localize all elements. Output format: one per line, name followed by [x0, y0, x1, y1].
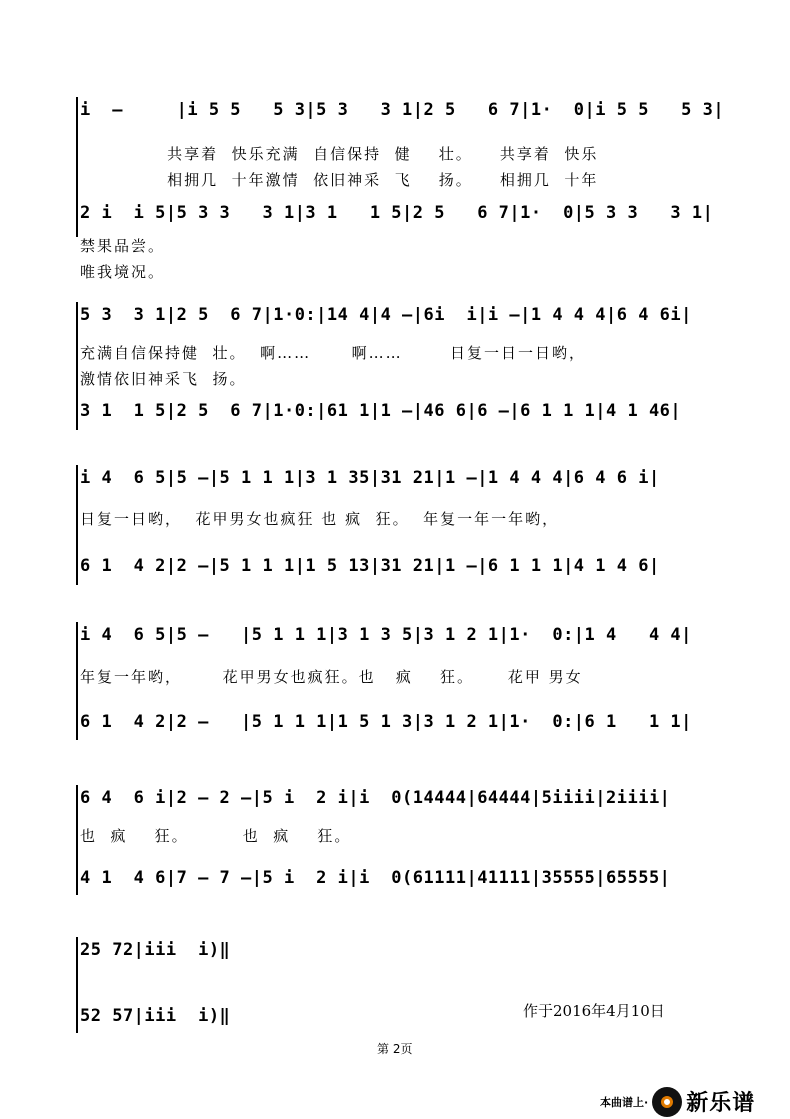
- upper-voice: [80, 300, 735, 338]
- upper-notes: i 4 6 5|5 – |5 1 1 1|3 1 3 5|3 1 2 1|1· 0:|1 4 4 4|: [80, 625, 692, 645]
- lower-notes: 3 1 1 5|2 5 6 7|1·0:|61 1|1 –|46 6|6 –|6 1 1 1|4 1 46|: [80, 401, 682, 421]
- system-bracket: [76, 785, 78, 895]
- brand-prefix: 本曲谱上·: [600, 1095, 649, 1109]
- lyric-verse-1: 也 疯 狂。 也 疯 狂。: [80, 827, 352, 845]
- lyric-verse-1: 年复一年哟， 花甲男女也疯狂。也 疯 狂。 花甲 男女: [80, 668, 583, 686]
- lyric-verse-1: 充满自信保持健 壮。 啊…… 啊…… 日复一日一日哟，: [80, 344, 587, 362]
- lower-voice: [80, 1001, 260, 1039]
- lower-voice: [80, 551, 735, 589]
- system-bracket: [76, 97, 78, 237]
- lower-notes: 6 1 4 2|2 –|5 1 1 1|1 5 13|31 21|1 –|6 1 1 1|4 1 4 6|: [80, 556, 660, 576]
- lower-notes: 4 1 4 6|7 – 7 –|5 i 2 i|i 0(61111|41111|35555|65555|: [80, 868, 671, 888]
- system-bracket: [76, 465, 78, 585]
- watermark-brand: [600, 1086, 755, 1117]
- system-bracket: [76, 622, 78, 740]
- upper-voice: [80, 783, 735, 821]
- upper-voice: [80, 463, 735, 501]
- lower-notes: 6 1 4 2|2 – |5 1 1 1|1 5 1 3|3 1 2 1|1· 0:|6 1 1 1|: [80, 712, 692, 732]
- lower-voice: [80, 707, 735, 745]
- system-bracket: [76, 937, 78, 1033]
- lyric-verse-1: 日复一日哟， 花甲男女也疯狂 也 疯 狂。 年复一年一年哟，: [80, 510, 560, 528]
- upper-notes: i 4 6 5|5 –|5 1 1 1|3 1 35|31 21|1 –|1 4 4 4|6 4 6 i|: [80, 468, 660, 488]
- brand-name: 新乐谱: [686, 1091, 756, 1116]
- lyric-verse-2: 相拥几 十年激情 依旧神采 飞 扬。 相拥几 十年: [140, 171, 599, 189]
- page-number: 第 2页: [377, 1042, 413, 1056]
- composition-date: 作于2016年4月10日: [523, 1002, 665, 1020]
- lyric-tail-2: 唯我境况。: [80, 263, 166, 281]
- upper-voice: [80, 935, 260, 973]
- upper-notes: 25 72|iii i)‖: [80, 940, 231, 960]
- vinyl-record-icon: [652, 1087, 682, 1117]
- lower-voice: [80, 863, 735, 901]
- system-bracket: [76, 302, 78, 430]
- upper-voice: [80, 95, 735, 133]
- lower-voice: [80, 396, 735, 434]
- upper-notes: i – |i 5 5 5 3|5 3 3 1|2 5 6 7|1· 0|i 5 5 5 3|: [80, 100, 725, 120]
- lower-notes: 52 57|iii i)‖: [80, 1006, 231, 1026]
- lower-voice: [80, 198, 735, 236]
- upper-notes: 5 3 3 1|2 5 6 7|1·0:|14 4|4 –|6i i|i –|1 4 4 4|6 4 6i|: [80, 305, 692, 325]
- lyric-verse-2: 激情依旧神采飞 扬。: [80, 370, 247, 388]
- lyric-verse-1: 共享着 快乐充满 自信保持 健 壮。 共享着 快乐: [140, 145, 599, 163]
- lyric-tail-1: 禁果品尝。: [80, 237, 166, 255]
- upper-notes: 6 4 6 i|2 – 2 –|5 i 2 i|i 0(14444|64444|5iiii|2iiii|: [80, 788, 671, 808]
- lower-notes: 2 i i 5|5 3 3 3 1|3 1 1 5|2 5 6 7|1· 0|5 3 3 3 1|: [80, 203, 714, 223]
- upper-voice: [80, 620, 735, 658]
